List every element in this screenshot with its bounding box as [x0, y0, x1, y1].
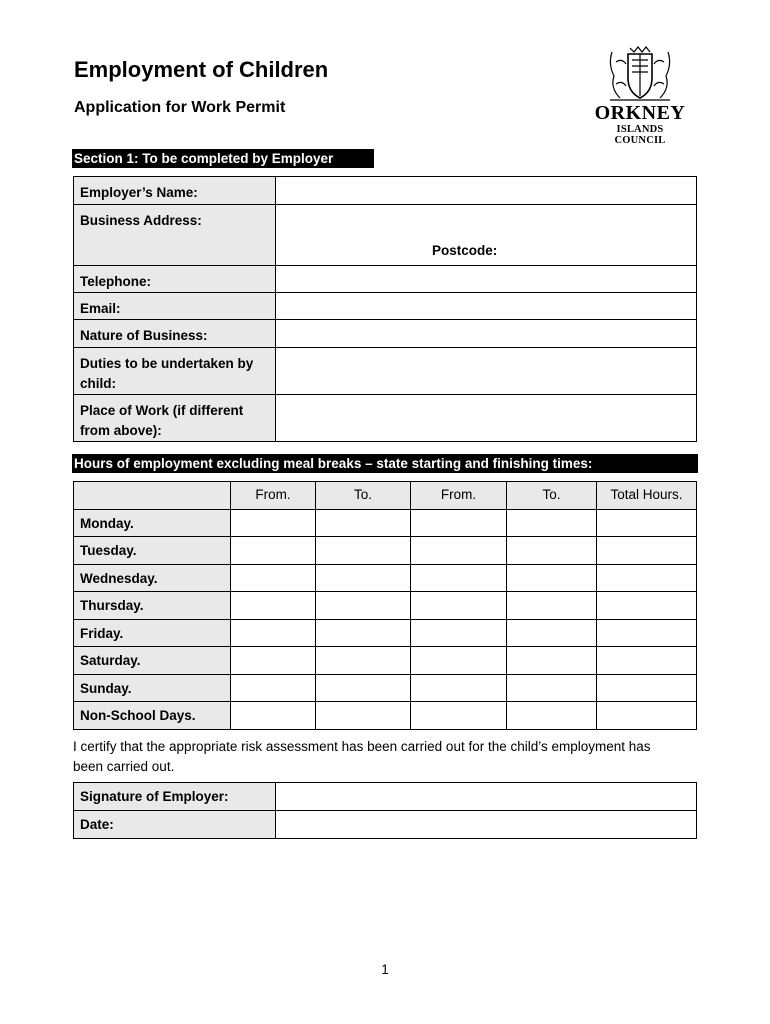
hours-col-from-1: From.	[231, 482, 316, 510]
table-row	[74, 564, 697, 592]
saturday-total[interactable]	[597, 647, 697, 675]
section1-header: Section 1: To be completed by Employer	[72, 149, 374, 168]
sunday-to-1[interactable]	[316, 674, 411, 702]
signature-table	[73, 782, 697, 839]
email-label: Email:	[74, 293, 276, 320]
wednesday-total[interactable]	[597, 564, 697, 592]
day-label-tuesday: Tuesday.	[74, 537, 231, 565]
monday-from-2[interactable]	[411, 509, 507, 537]
tuesday-to-1[interactable]	[316, 537, 411, 565]
saturday-from-1[interactable]	[231, 647, 316, 675]
postcode-label: Postcode:	[432, 243, 498, 258]
hours-table	[73, 481, 697, 730]
non-school-total[interactable]	[597, 702, 697, 730]
table-row	[74, 592, 697, 620]
sunday-from-2[interactable]	[411, 674, 507, 702]
day-label-saturday: Saturday.	[74, 647, 231, 675]
logo-subtitle: ISLANDS COUNCIL	[614, 124, 666, 146]
monday-from-1[interactable]	[231, 509, 316, 537]
employer-name-field[interactable]	[276, 177, 697, 205]
page-title: Employment of Children	[74, 57, 329, 82]
place-of-work-field[interactable]	[276, 395, 697, 442]
orkney-logo	[588, 44, 692, 146]
page-number: 1	[381, 962, 389, 977]
tuesday-to-2[interactable]	[507, 537, 597, 565]
telephone-label: Telephone:	[74, 266, 276, 293]
table-row	[74, 537, 697, 565]
employer-name-label: Employer’s Name:	[74, 177, 276, 205]
wednesday-from-2[interactable]	[411, 564, 507, 592]
wednesday-to-1[interactable]	[316, 564, 411, 592]
monday-to-1[interactable]	[316, 509, 411, 537]
signature-label: Signature of Employer:	[74, 783, 276, 811]
hours-col-day	[74, 482, 231, 510]
non-school-from-2[interactable]	[411, 702, 507, 730]
friday-to-2[interactable]	[507, 619, 597, 647]
hours-col-to-2: To.	[507, 482, 597, 510]
tuesday-from-2[interactable]	[411, 537, 507, 565]
day-label-non-school: Non-School Days.	[74, 702, 231, 730]
duties-label: Duties to be undertaken by child:	[74, 348, 276, 395]
saturday-to-2[interactable]	[507, 647, 597, 675]
thursday-from-1[interactable]	[231, 592, 316, 620]
non-school-to-1[interactable]	[316, 702, 411, 730]
friday-from-1[interactable]	[231, 619, 316, 647]
page-subtitle: Application for Work Permit	[74, 99, 286, 116]
employer-details-table	[73, 176, 697, 442]
date-field[interactable]	[276, 811, 697, 839]
day-label-monday: Monday.	[74, 509, 231, 537]
telephone-field[interactable]	[276, 266, 697, 293]
thursday-to-1[interactable]	[316, 592, 411, 620]
sunday-to-2[interactable]	[507, 674, 597, 702]
day-label-friday: Friday.	[74, 619, 231, 647]
friday-to-1[interactable]	[316, 619, 411, 647]
thursday-total[interactable]	[597, 592, 697, 620]
place-of-work-label: Place of Work (if different from above):	[74, 395, 276, 442]
non-school-from-1[interactable]	[231, 702, 316, 730]
nature-of-business-field[interactable]	[276, 320, 697, 348]
sunday-from-1[interactable]	[231, 674, 316, 702]
hours-header: Hours of employment excluding meal breaks – state starting and finishing times:	[72, 454, 698, 473]
logo-name: ORKNEY	[594, 102, 686, 124]
hours-header-row	[74, 482, 697, 510]
table-row	[74, 619, 697, 647]
hours-col-to-1: To.	[316, 482, 411, 510]
nature-of-business-label: Nature of Business:	[74, 320, 276, 348]
tuesday-from-1[interactable]	[231, 537, 316, 565]
day-label-thursday: Thursday.	[74, 592, 231, 620]
saturday-to-1[interactable]	[316, 647, 411, 675]
thursday-from-2[interactable]	[411, 592, 507, 620]
tuesday-total[interactable]	[597, 537, 697, 565]
sunday-total[interactable]	[597, 674, 697, 702]
duties-field[interactable]	[276, 348, 697, 395]
day-label-sunday: Sunday.	[74, 674, 231, 702]
friday-from-2[interactable]	[411, 619, 507, 647]
table-row	[74, 647, 697, 675]
non-school-to-2[interactable]	[507, 702, 597, 730]
monday-total[interactable]	[597, 509, 697, 537]
certification-text: I certify that the appropriate risk assessment has been carried out for the child’s employment has been carried out.	[73, 739, 651, 774]
thursday-to-2[interactable]	[507, 592, 597, 620]
email-field[interactable]	[276, 293, 697, 320]
coat-of-arms-icon	[602, 44, 678, 102]
business-address-label: Business Address:	[74, 205, 276, 266]
friday-total[interactable]	[597, 619, 697, 647]
date-label: Date:	[74, 811, 276, 839]
hours-col-from-2: From.	[411, 482, 507, 510]
day-label-wednesday: Wednesday.	[74, 564, 231, 592]
table-row	[74, 674, 697, 702]
wednesday-from-1[interactable]	[231, 564, 316, 592]
table-row	[74, 702, 697, 730]
table-row	[74, 509, 697, 537]
signature-field[interactable]	[276, 783, 697, 811]
monday-to-2[interactable]	[507, 509, 597, 537]
saturday-from-2[interactable]	[411, 647, 507, 675]
hours-col-total: Total Hours.	[597, 482, 697, 510]
wednesday-to-2[interactable]	[507, 564, 597, 592]
